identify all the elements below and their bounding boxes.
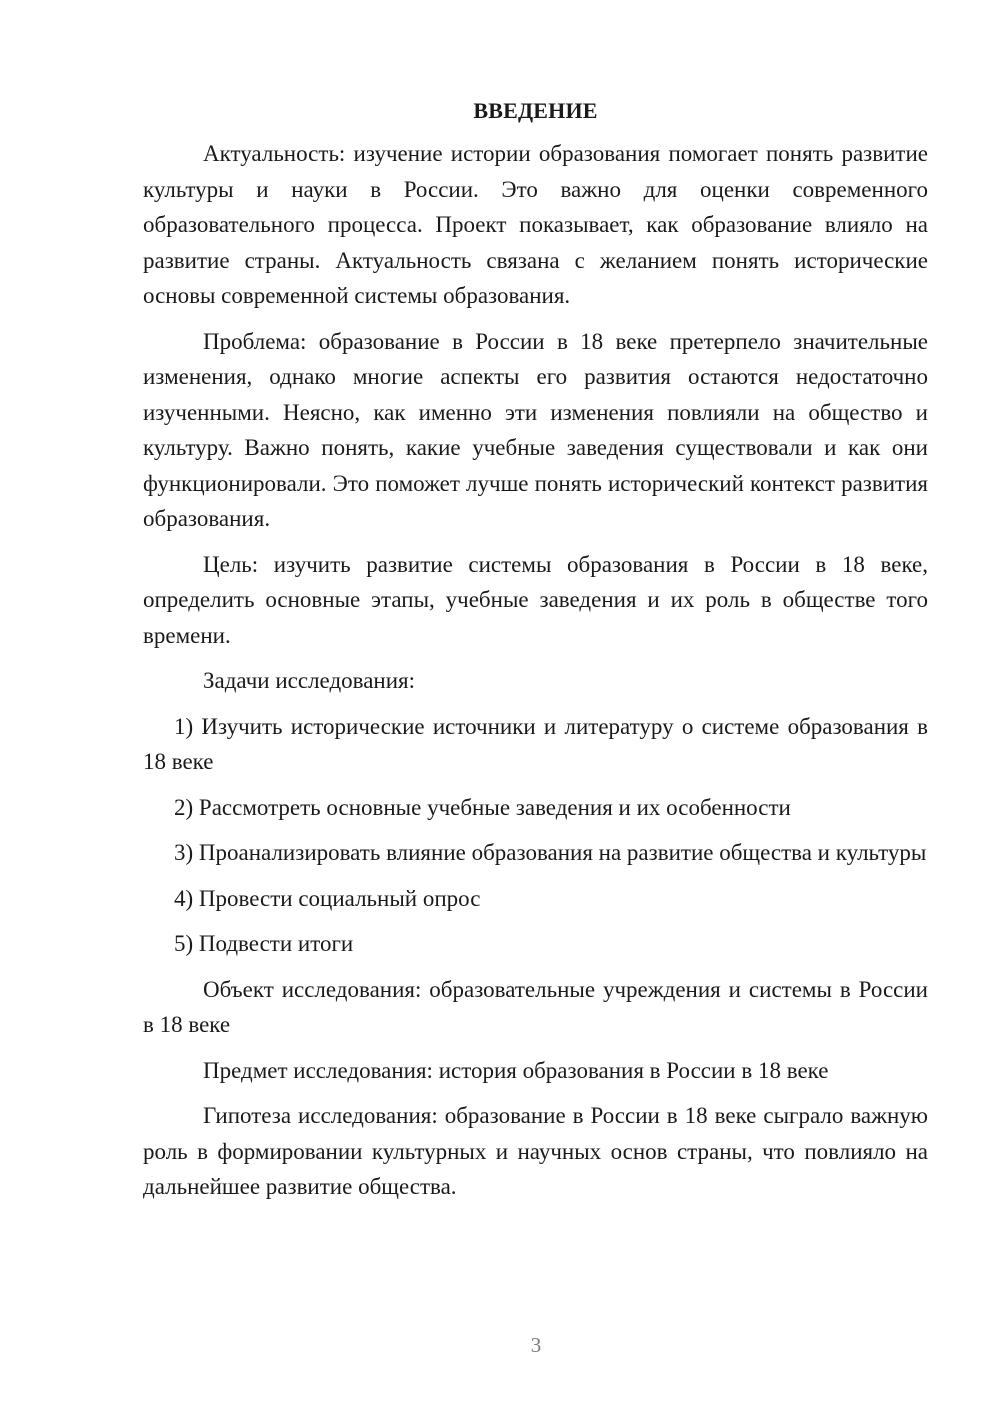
task-item-5: 5) Подвести итоги	[174, 931, 354, 956]
task-item-2: 2) Рассмотреть основные учебные заведения и их особенности	[174, 794, 791, 820]
tasks-title: Задачи исследования:	[203, 668, 416, 693]
problem-paragraph: Проблема: образование в России в 18 веке претерпело значительные изменения, однако многие аспекты его развития остаются недостаточно изученными. Неясно, как именно эти изменения повлияли на общество и культуру. Важно понять, какие учебные заведения существовали и как они функционировали. Это поможет лучше понять исторический контекст развития образования.	[143, 328, 928, 531]
task-item-4: 4) Провести социальный опрос	[174, 885, 481, 911]
object-paragraph: Объект исследования: образовательные учреждения и системы в России в 18 веке	[143, 976, 928, 1037]
hypothesis-paragraph: Гипотеза исследования: образование в России в 18 веке сыграло важную роль в формировании культурных и научных основ страны, что повлияло на дальнейшее развитие общества.	[143, 1103, 928, 1199]
relevance-paragraph: Актуальность: изучение истории образования помогает понять развитие культуры и науки в России. Это важно для оценки современного образовательного процесса. Проект показывает, как образование влияло на развитие страны. Актуальность связана с желанием понять исторические основы современной системы образования.	[143, 141, 928, 308]
subject-paragraph: Предмет исследования: история образования в России в 18 веке	[203, 1057, 829, 1083]
section-heading: ВВЕДЕНИЕ	[473, 98, 598, 123]
page-content	[143, 96, 928, 1215]
task-item-1: 1) Изучить исторические источники и литературу о системе образования в 18 веке	[143, 713, 928, 774]
page-number: 3	[530, 1333, 542, 1357]
goal-paragraph: Цель: изучить развитие системы образования в России в 18 веке, определить основные этапы, учебные заведения и их роль в обществе того времени.	[143, 551, 928, 648]
task-item-3: 3) Проанализировать влияние образования на развитие общества и культуры	[174, 840, 927, 865]
